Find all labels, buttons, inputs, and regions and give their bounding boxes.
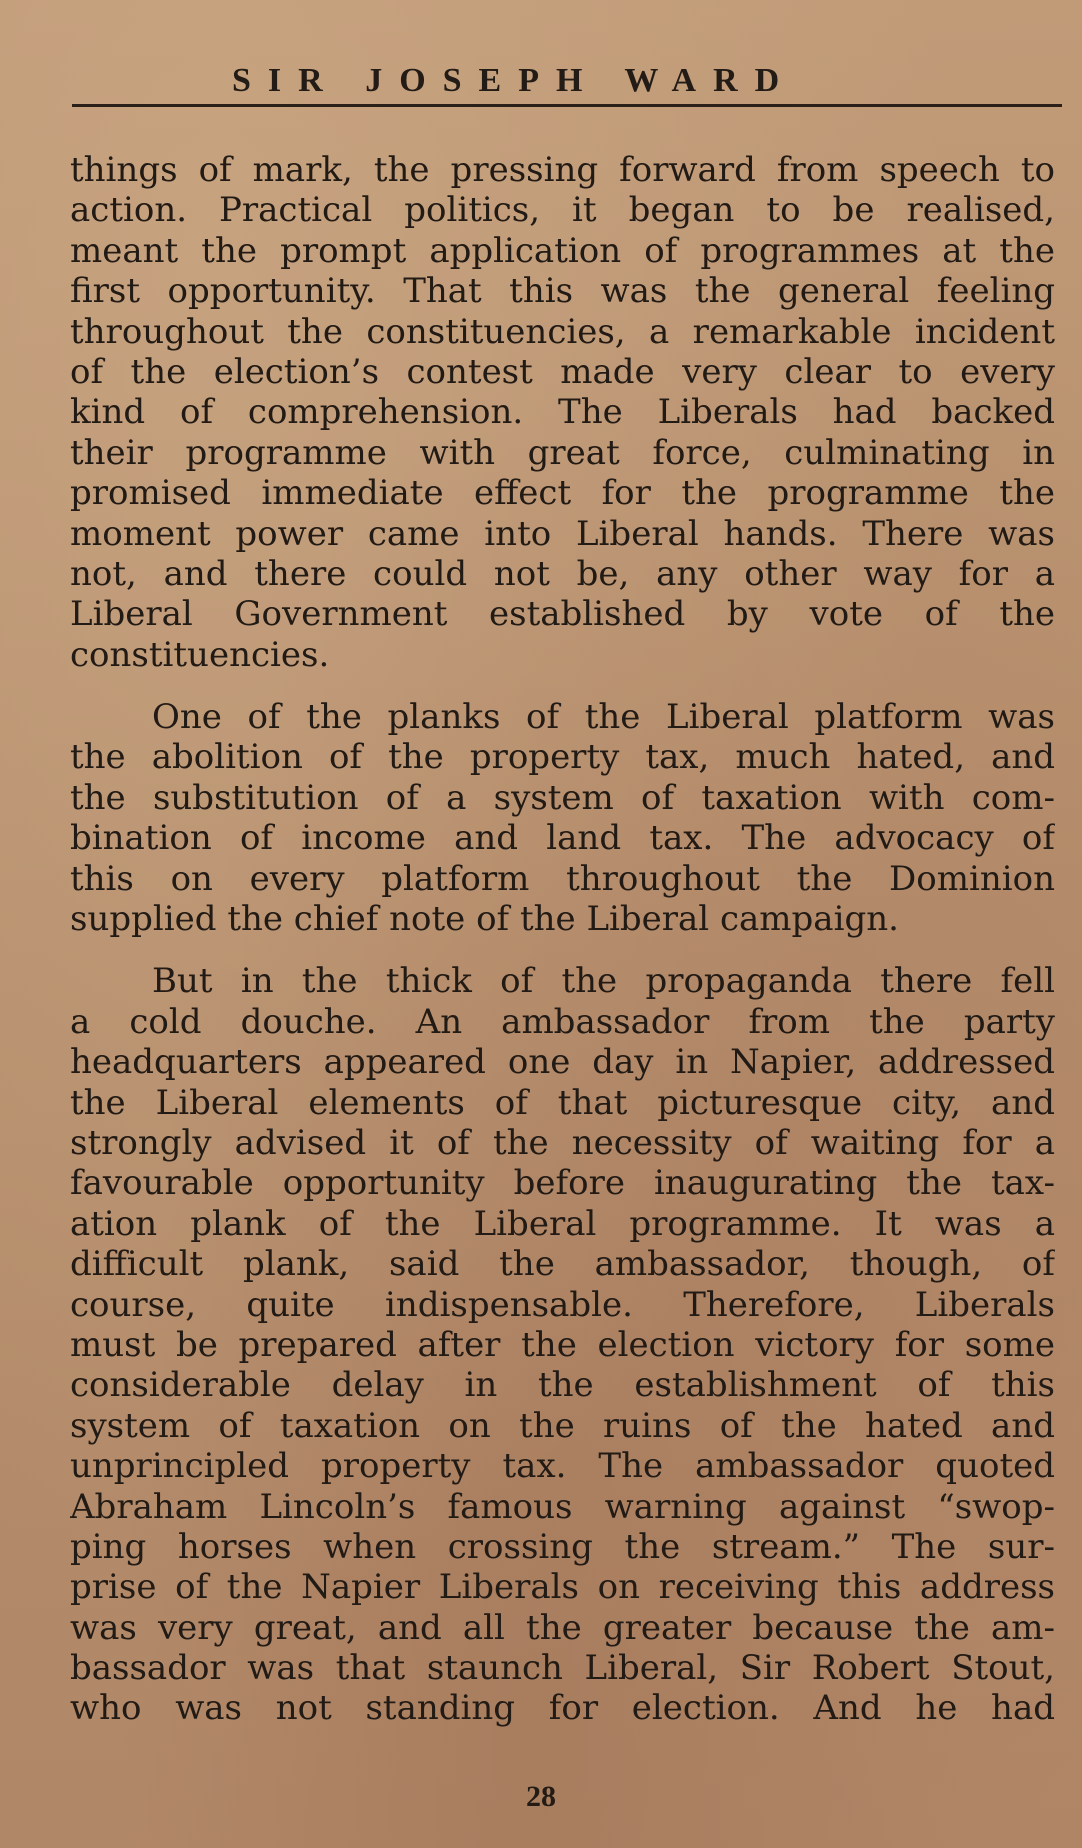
text-line: not, and there could not be, any other way for a (70, 553, 1055, 594)
text-line: who was not standing for election. And he had (70, 1688, 1055, 1729)
text-line: the substitution of a system of taxation with com- (70, 777, 1055, 818)
text-line: kind of comprehension. The Liberals had backed (70, 392, 1055, 433)
text-line: moment power came into Liberal hands. There was (70, 513, 1055, 554)
text-line: But in the thick of the propaganda there fell (152, 961, 1055, 1002)
text-line: bassador was that staunch Liberal, Sir Robert Stout, (70, 1648, 1055, 1689)
text-line: things of mark, the pressing forward from speech to (70, 150, 1055, 190)
text-line: their programme with great force, culminating in (70, 432, 1055, 473)
text-line: unprincipled property tax. The ambassador quoted (70, 1446, 1055, 1487)
page-number: 28 (526, 1780, 556, 1813)
text-line: constituencies. (70, 634, 330, 675)
text-line: considerable delay in the establishment of this (70, 1365, 1055, 1406)
text-line: first opportunity. That this was the general feeling (70, 271, 1055, 312)
text-line: supplied the chief note of the Liberal campaign. (70, 899, 899, 940)
text-line: was very great, and all the greater because the am- (70, 1607, 1055, 1648)
text-line: favourable opportunity before inaugurating the tax- (70, 1163, 1055, 1204)
text-line: ation plank of the Liberal programme. It was a (70, 1203, 1055, 1244)
running-head-title: SIR JOSEPH WARD (232, 62, 797, 99)
text-line: headquarters appeared one day in Napier, addressed (70, 1042, 1055, 1083)
text-line: of the election’s contest made very clear to every (70, 351, 1055, 392)
text-line: prise of the Napier Liberals on receiving this address (70, 1567, 1055, 1608)
body-text (70, 150, 1055, 1729)
text-line: throughout the constituencies, a remarkable incident (70, 311, 1055, 352)
text-line: the Liberal elements of that picturesque city, and (70, 1082, 1055, 1123)
text-line: promised immediate effect for the programme the (70, 473, 1055, 514)
paragraph-1 (70, 150, 1055, 675)
text-line: system of taxation on the ruins of the hated and (70, 1405, 1055, 1446)
text-line: this on every platform throughout the Dominion (70, 858, 1055, 899)
text-line: bination of income and land tax. The advocacy of (70, 818, 1055, 859)
text-line: course, quite indispensable. Therefore, Liberals (70, 1284, 1055, 1325)
text-line: strongly advised it of the necessity of waiting for a (70, 1122, 1055, 1163)
paragraph-3 (70, 961, 1055, 1728)
running-head (72, 58, 1062, 107)
text-line: difficult plank, said the ambassador, though, of (70, 1244, 1055, 1285)
text-line: meant the prompt application of programmes at the (70, 230, 1055, 271)
text-line: Liberal Government established by vote of the (70, 594, 1055, 635)
paragraph-2 (70, 697, 1055, 939)
text-line: action. Practical politics, it began to be realised, (70, 190, 1055, 231)
text-line: the abolition of the property tax, much hated, and (70, 737, 1055, 778)
text-line: One of the planks of the Liberal platform was (152, 697, 1055, 738)
text-line: a cold douche. An ambassador from the party (70, 1001, 1055, 1042)
text-line: must be prepared after the election victory for some (70, 1324, 1055, 1365)
text-line: ping horses when crossing the stream.” The sur- (70, 1526, 1055, 1567)
text-line: Abraham Lincoln’s famous warning against “swop- (70, 1486, 1055, 1527)
